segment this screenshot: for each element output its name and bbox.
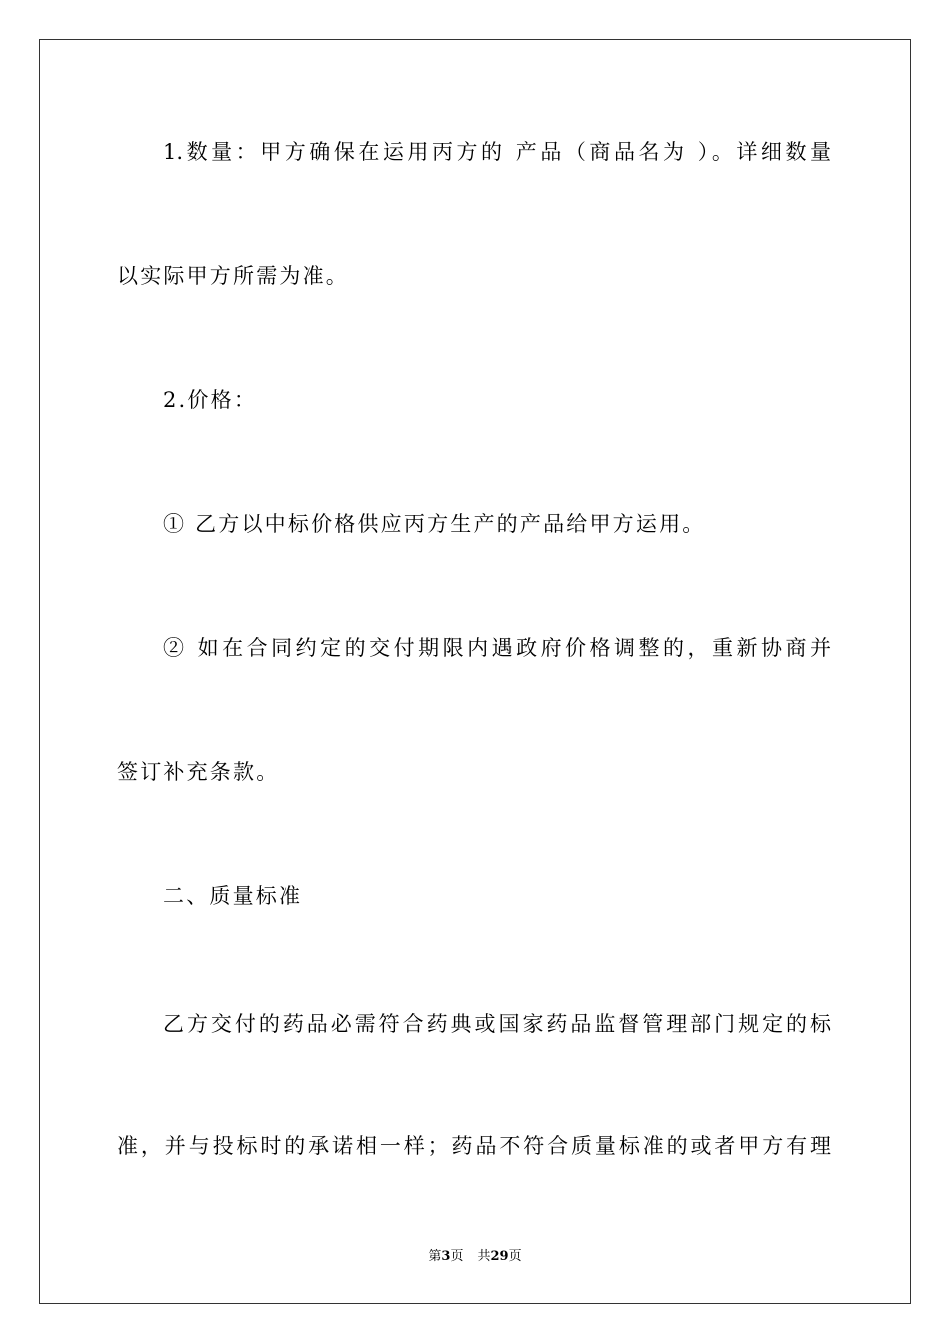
paragraph-quality: 乙方交付的药品必需符合药典或国家药品监督管理部门规定的标 bbox=[163, 1012, 831, 1036]
paragraph-price-item-2-cont: 签订补充条款。 bbox=[117, 760, 280, 784]
paragraph-price-item-1: ① 乙方以中标价格供应丙方生产的产品给甲方运用。 bbox=[163, 512, 706, 536]
footer-total-suffix: 页 bbox=[508, 1249, 522, 1264]
paragraph-quantity-cont: 以实际甲方所需为准。 bbox=[117, 264, 349, 288]
page-border bbox=[39, 39, 911, 1304]
footer-page-number: 3 bbox=[441, 1249, 451, 1264]
footer-total-pages: 29 bbox=[490, 1249, 509, 1264]
footer-page-suffix: 页 bbox=[450, 1249, 464, 1264]
section-heading-quality: 二、质量标准 bbox=[163, 884, 303, 908]
footer-total-prefix: 共 bbox=[477, 1249, 491, 1264]
paragraph-price-heading: 2.价格： bbox=[163, 388, 258, 412]
footer-page-prefix: 第 bbox=[428, 1249, 442, 1264]
page-footer bbox=[0, 1248, 950, 1266]
paragraph-quality-cont: 准，并与投标时的承诺相一样；药品不符合质量标准的或者甲方有理 bbox=[117, 1134, 831, 1158]
paragraph-quantity: 1.数量：甲方确保在运用丙方的 产品（商品名为 ）。详细数量 bbox=[163, 140, 831, 164]
paragraph-price-item-2: ② 如在合同约定的交付期限内遇政府价格调整的，重新协商并 bbox=[163, 636, 831, 660]
